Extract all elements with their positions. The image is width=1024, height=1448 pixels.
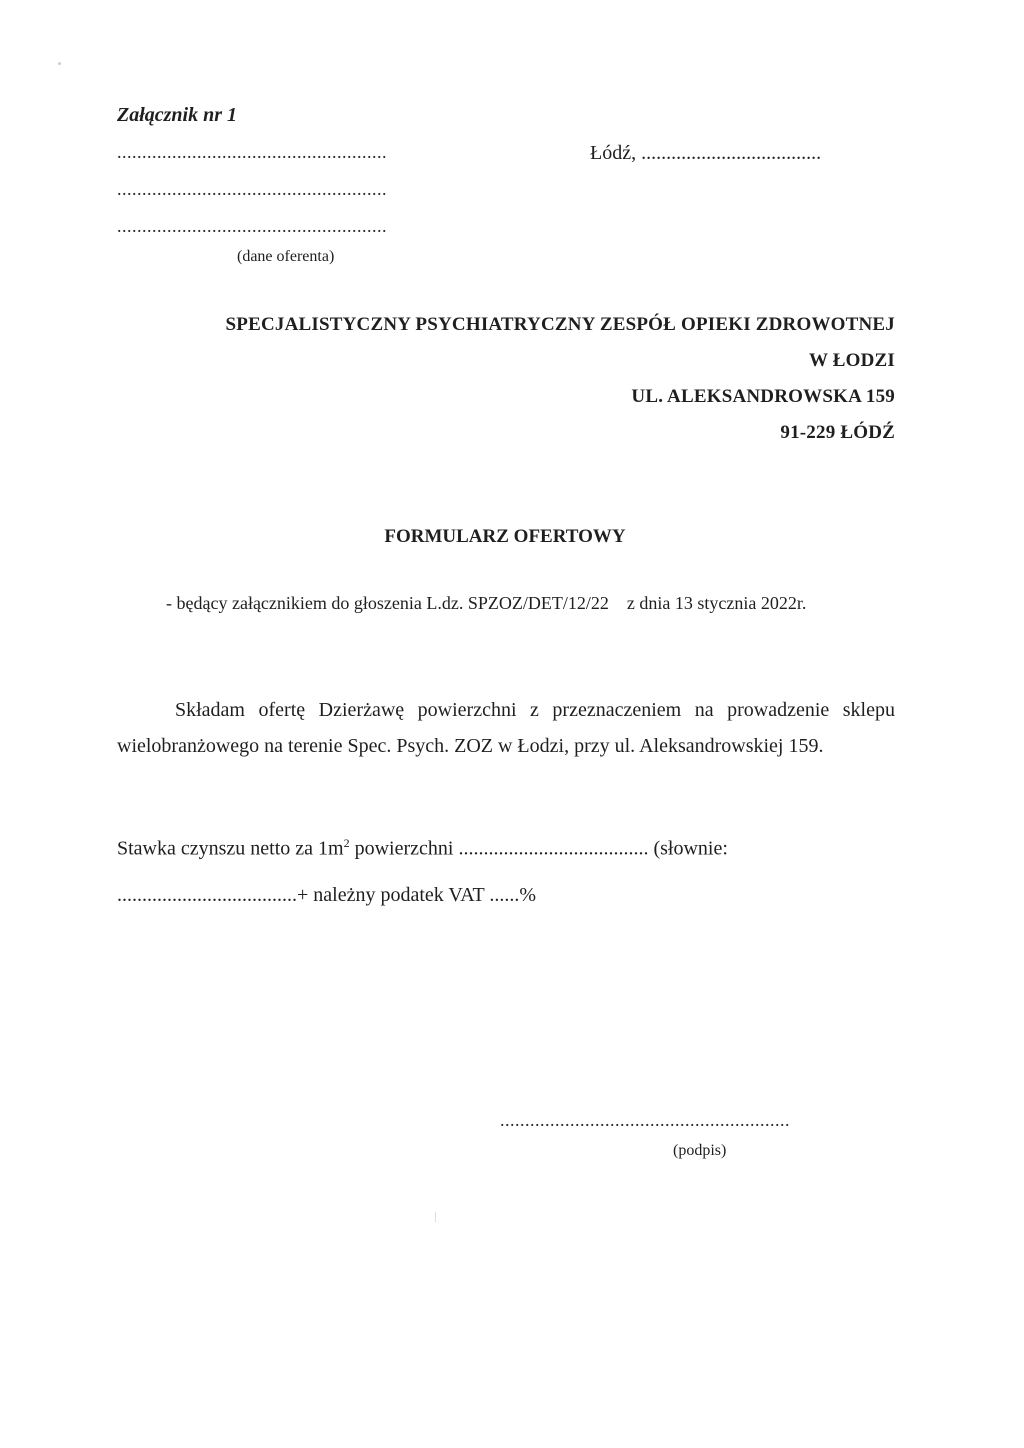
recipient-street: UL. ALEKSANDROWSKA 159	[631, 386, 895, 407]
rent-rate-line	[117, 836, 728, 861]
offeror-caption: (dane oferenta)	[237, 248, 335, 265]
recipient-city: W ŁODZI	[808, 350, 895, 371]
signature-caption: (podpis)	[673, 1142, 727, 1159]
vat-line: ....................................+ należny podatek VAT ......%	[117, 884, 537, 906]
form-title: FORMULARZ OFERTOWY	[384, 526, 626, 547]
city-date-field: Łódź, ....................................	[590, 142, 822, 164]
recipient-postcode: 91-229 ŁÓDŹ	[780, 422, 895, 443]
offeror-dots-line-1: ......................................................	[117, 142, 387, 162]
signature-dots: ..........................................................	[500, 1110, 790, 1130]
scan-speck	[58, 62, 61, 65]
offer-statement: Składam ofertę Dzierżawę powierzchni z przeznaczeniem na prowadzenie sklepu wielobranżowego na terenie Spec. Psych. ZOZ w Łodzi, przy ul. Aleksandrowskiej 159.	[117, 699, 895, 757]
rent-rate-superscript: 2	[343, 836, 350, 850]
attachment-label: Załącznik nr 1	[117, 104, 238, 126]
rent-rate-prefix: Stawka czynszu netto za 1m	[117, 837, 344, 860]
offeror-dots-line-2: ......................................................	[117, 179, 387, 199]
scan-mark	[435, 1212, 436, 1222]
attachment-reference: - będący załącznikiem do głoszenia L.dz. SPZOZ/DET/12/22 z dnia 13 stycznia 2022r.	[166, 593, 807, 613]
recipient-name: SPECJALISTYCZNY PSYCHIATRYCZNY ZESPÓŁ OPIEKI ZDROWOTNEJ	[225, 314, 895, 335]
rent-rate-suffix: powierzchni ...................................... (słownie:	[349, 837, 728, 860]
offeror-dots-line-3: ......................................................	[117, 216, 387, 236]
